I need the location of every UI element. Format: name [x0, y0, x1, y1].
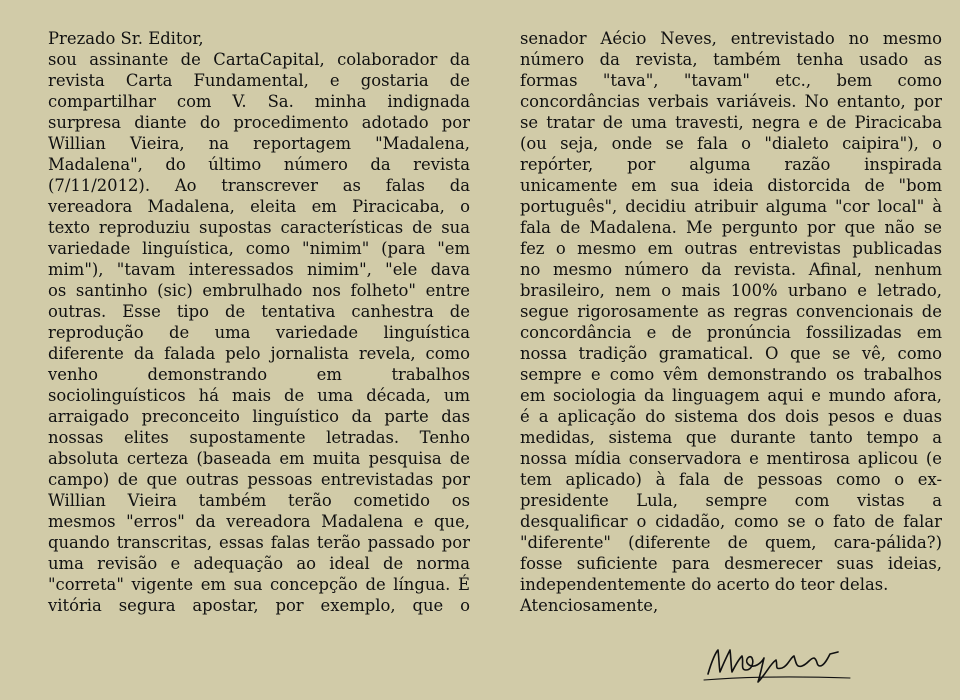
letter-line: vitória segura apostar, por exemplo, que o [48, 596, 470, 615]
letter-line: Willian Vieira também terão cometido os [48, 491, 470, 510]
letter-line: surpresa diante do procedimento adotado por [48, 113, 470, 132]
letter-line: nossa tradição gramatical. O que se vê, como [520, 344, 942, 363]
letter-line: unicamente em sua ideia distorcida de "bom [520, 176, 942, 195]
letter-right-column [520, 28, 942, 616]
letter-line: formas "tava", "tavam" etc., bem como [520, 71, 942, 90]
letter-line: tem aplicado) à fala de pessoas como o ex- [520, 470, 942, 489]
letter-line: número da revista, também tenha usado as [520, 50, 942, 69]
letter-line: no mesmo número da revista. Afinal, nenhum [520, 260, 942, 279]
letter-line: vereadora Madalena, eleita em Piracicaba, o [48, 197, 470, 216]
letter-line: "diferente" (diferente de quem, cara-pálida?) [520, 533, 942, 552]
letter-line: concordância e de pronúncia fossilizadas em [520, 323, 942, 342]
letter-line: reprodução de uma variedade linguística [48, 323, 470, 342]
letter-line: desqualificar o cidadão, como se o fato de falar [520, 512, 942, 531]
letter-line: em sociologia da linguagem aqui e mundo afora, [520, 386, 942, 405]
letter-line: "correta" vigente em sua concepção de língua. É [48, 575, 470, 594]
letter-line: os santinho (sic) embrulhado nos folheto" entre [48, 281, 470, 300]
letter-line: fosse suficiente para desmerecer suas ideias, [520, 554, 942, 573]
letter-line: venho demonstrando em trabalhos [48, 365, 470, 384]
letter-line: nossa mídia conservadora e mentirosa aplicou (e [520, 449, 942, 468]
letter-line: repórter, por alguma razão inspirada [520, 155, 942, 174]
letter-line: sou assinante de CartaCapital, colaborador da [48, 50, 470, 69]
letter-line: fala de Madalena. Me pergunto por que não se [520, 218, 942, 237]
letter-line: Prezado Sr. Editor, [48, 29, 204, 48]
letter-line: se tratar de uma travesti, negra e de Piracicaba [520, 113, 942, 132]
letter-line: sociolinguísticos há mais de uma década, um [48, 386, 470, 405]
letter-line: concordâncias verbais variáveis. No entanto, por [520, 92, 942, 111]
letter-line: independentemente do acerto do teor delas. [520, 575, 889, 594]
letter-line: (ou seja, onde se fala o "dialeto caipira"), o [520, 134, 942, 153]
handwritten-signature [700, 640, 860, 684]
letter-line: nossas elites supostamente letradas. Tenho [48, 428, 470, 447]
letter-line: quando transcritas, essas falas terão passado por [48, 533, 470, 552]
letter-line: é a aplicação do sistema dos dois pesos e duas [520, 407, 942, 426]
letter-line: revista Carta Fundamental, e gostaria de [48, 71, 470, 90]
letter-line: variedade linguística, como "nimim" (para "em [48, 239, 470, 258]
letter-line: presidente Lula, sempre com vistas a [520, 491, 942, 510]
letter-line: compartilhar com V. Sa. minha indignada [48, 92, 470, 111]
letter-line: Willian Vieira, na reportagem "Madalena, [48, 134, 470, 153]
letter-line: campo) de que outras pessoas entrevistadas por [48, 470, 470, 489]
letter-line: absoluta certeza (baseada em muita pesquisa de [48, 449, 470, 468]
letter-line: outras. Esse tipo de tentativa canhestra de [48, 302, 470, 321]
letter-line: senador Aécio Neves, entrevistado no mesmo [520, 29, 942, 48]
letter-line: diferente da falada pelo jornalista revela, como [48, 344, 470, 363]
letter-line: arraigado preconceito linguístico da parte das [48, 407, 470, 426]
letter-line: sempre e como vêm demonstrando os trabalhos [520, 365, 942, 384]
letter-line: Madalena", do último número da revista [48, 155, 470, 174]
letter-left-column [48, 28, 470, 616]
letter-line: mim"), "tavam interessados nimim", "ele dava [48, 260, 470, 279]
letter-line: brasileiro, nem o mais 100% urbano e letrado, [520, 281, 942, 300]
letter-line: uma revisão e adequação ao ideal de norma [48, 554, 470, 573]
letter-line: mesmos "erros" da vereadora Madalena e que, [48, 512, 470, 531]
letter-line: texto reproduziu supostas características de sua [48, 218, 470, 237]
letter-line: português", decidiu atribuir alguma "cor local" à [520, 197, 942, 216]
letter-line: segue rigorosamente as regras convencionais de [520, 302, 942, 321]
letter-line: Atenciosamente, [520, 596, 659, 615]
letter-line: fez o mesmo em outras entrevistas publicadas [520, 239, 942, 258]
letter-line: (7/11/2012). Ao transcrever as falas da [48, 176, 470, 195]
letter-line: medidas, sistema que durante tanto tempo a [520, 428, 942, 447]
